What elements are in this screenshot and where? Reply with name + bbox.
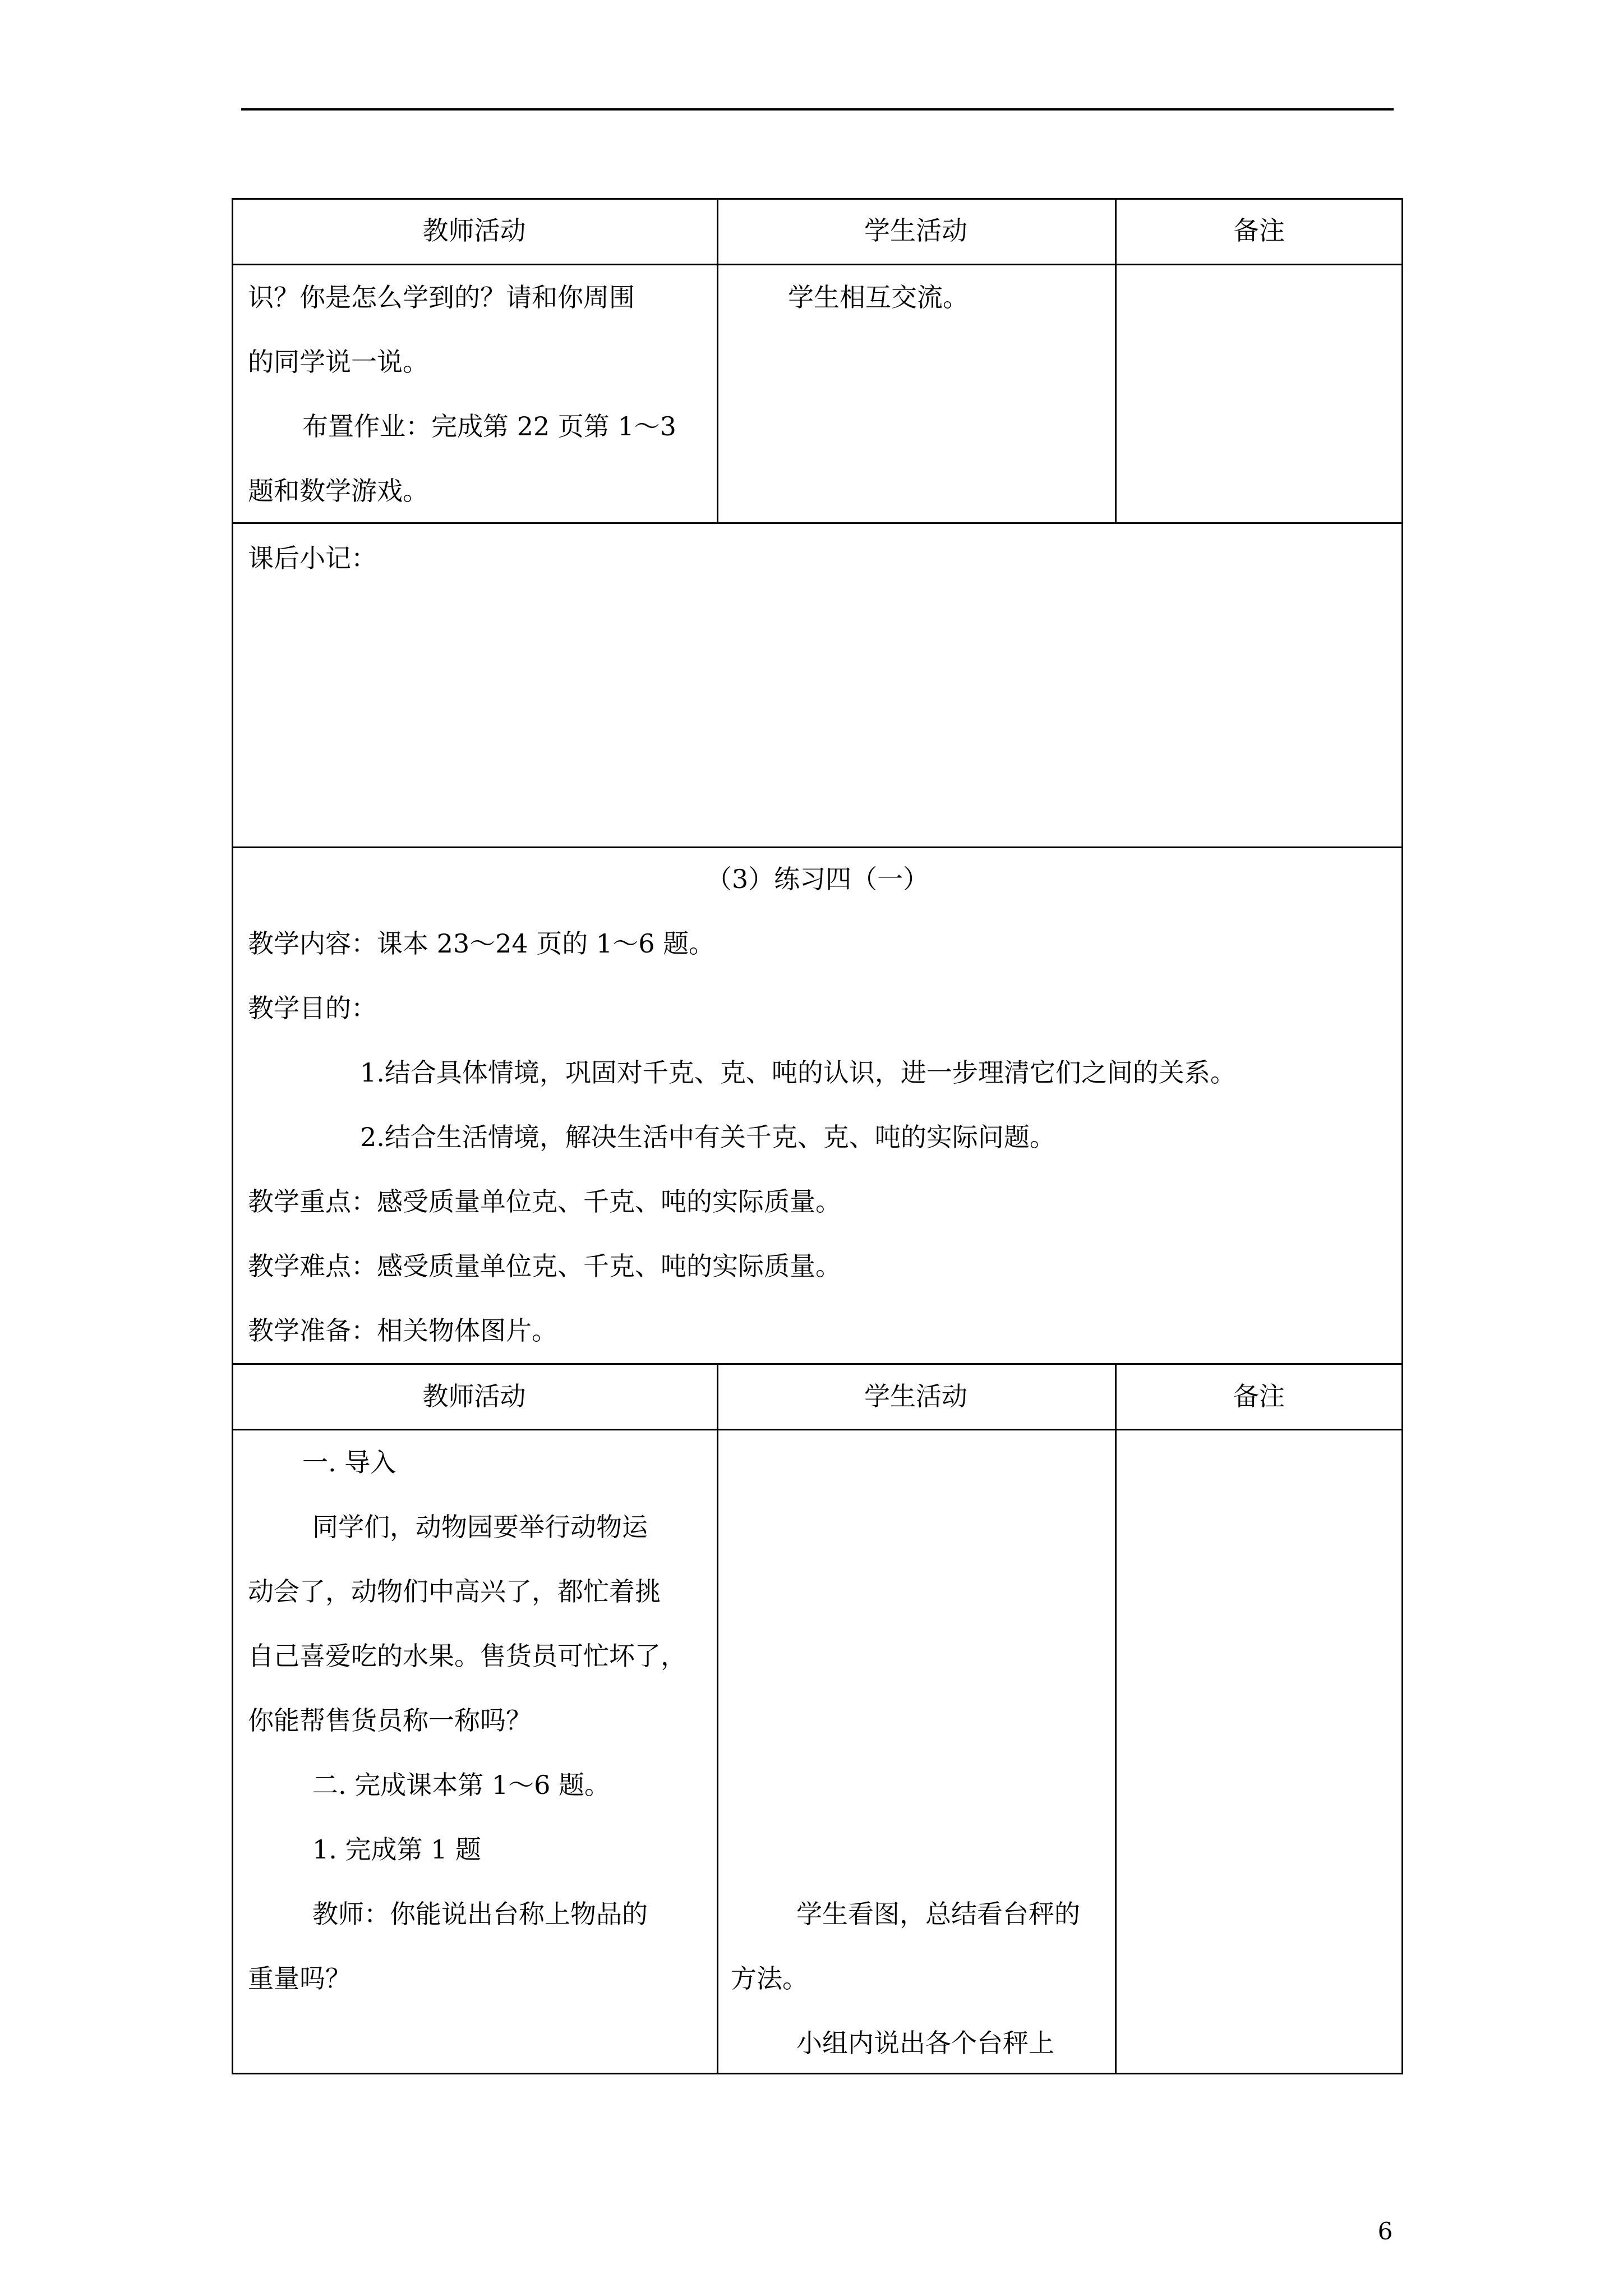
header-teacher-activity: 教师活动 <box>422 1381 526 1411</box>
header-notes: 备注 <box>1233 215 1285 246</box>
teacher-line: 的同学说一说。 <box>248 347 428 377</box>
teacher-line: 识？你是怎么学到的？请和你周围 <box>248 282 635 312</box>
teacher-line: 二. 完成课本第 1～6 题。 <box>312 1770 611 1800</box>
teaching-key-point: 教学重点：感受质量单位克、千克、吨的实际质量。 <box>248 1186 841 1217</box>
teacher-line: 布置作业：完成第 22 页第 1～3 <box>302 411 676 441</box>
teacher-line: 你能帮售货员称一称吗？ <box>248 1705 532 1736</box>
teacher-line: 重量吗？ <box>248 1963 351 1994</box>
column-divider <box>1115 1363 1117 2074</box>
teaching-goal-1: 1.结合具体情境，巩固对千克、克、吨的认识，进一步理清它们之间的关系。 <box>360 1057 1236 1088</box>
header-teacher-activity: 教师活动 <box>422 215 526 246</box>
teacher-line: 动会了，动物们中高兴了，都忙着挑 <box>248 1576 661 1607</box>
teacher-line: 1. 完成第 1 题 <box>312 1834 482 1865</box>
page-number: 6 <box>1377 2217 1393 2245</box>
section-title: （3）练习四（一） <box>706 864 929 894</box>
teaching-goals-label: 教学目的： <box>248 993 377 1023</box>
student-line: 方法。 <box>731 1963 808 1994</box>
after-class-note-label: 课后小记： <box>248 543 377 573</box>
column-divider <box>717 1363 718 2074</box>
teacher-line: 同学们，动物园要举行动物运 <box>312 1512 648 1542</box>
teacher-line: 自己喜爱吃的水果。售货员可忙坏了， <box>248 1641 686 1671</box>
student-line: 小组内说出各个台秤上 <box>796 2028 1054 2058</box>
teacher-line: 教师：你能说出台称上物品的 <box>312 1899 648 1929</box>
student-line: 学生看图，总结看台秤的 <box>796 1899 1080 1929</box>
teacher-line: 题和数学游戏。 <box>248 476 428 506</box>
header-student-activity: 学生活动 <box>864 215 967 246</box>
teaching-goal-2: 2.结合生活情境，解决生活中有关千克、克、吨的实际问题。 <box>360 1122 1055 1152</box>
header-rule <box>241 108 1394 111</box>
student-line: 学生相互交流。 <box>788 282 969 312</box>
header-notes: 备注 <box>1233 1381 1285 1411</box>
teaching-preparation: 教学准备：相关物体图片。 <box>248 1315 557 1346</box>
header-student-activity: 学生活动 <box>864 1381 967 1411</box>
teaching-content: 教学内容：课本 23～24 页的 1～6 题。 <box>248 928 715 959</box>
teacher-line: 一. 导入 <box>302 1447 396 1478</box>
teaching-difficulty: 教学难点：感受质量单位克、千克、吨的实际质量。 <box>248 1251 841 1281</box>
